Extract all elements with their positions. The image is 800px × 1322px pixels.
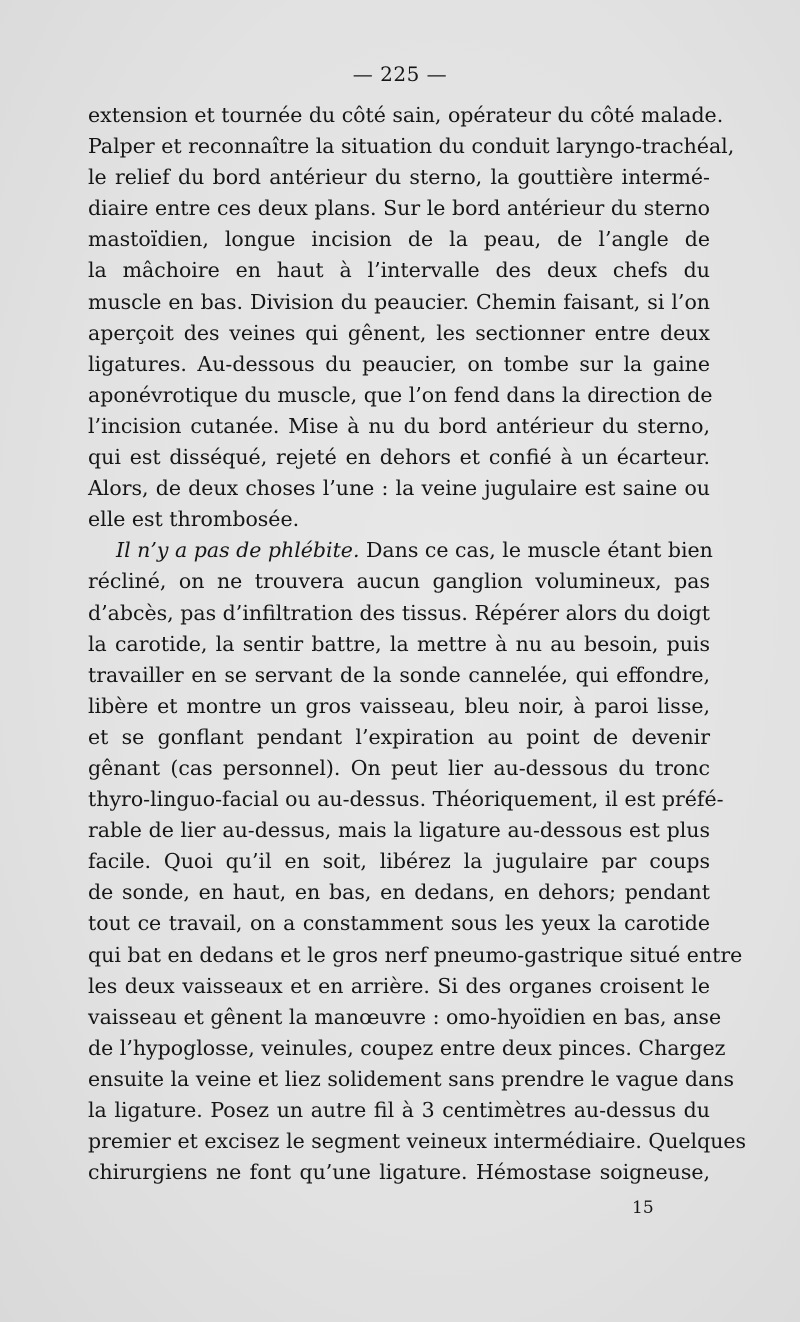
text-line: l’incision cutanée. Mise à nu du bord antérieur du sterno, bbox=[88, 413, 710, 438]
text-line: gênant (cas personnel). On peut lier au-dessous du tronc bbox=[88, 755, 710, 780]
text-line: diaire entre ces deux plans. Sur le bord antérieur du sterno bbox=[88, 196, 710, 221]
text-line: vaisseau et gênent la manœuvre : omo-hyoïdien en bas, anse bbox=[88, 1004, 722, 1029]
text-line: aperçoit des veines qui gênent, les sectionner entre deux bbox=[88, 320, 710, 345]
signature-mark: 15 bbox=[632, 1198, 654, 1218]
text-line: de sonde, en haut, en bas, en dedans, en dehors; pendant bbox=[88, 880, 710, 905]
text-line: les deux vaisseaux et en arrière. Si des organes croisent le bbox=[88, 973, 710, 998]
text-line: aponévrotique du muscle, que l’on fend dans la direction de bbox=[88, 382, 713, 407]
text-line: la mâchoire en haut à l’intervalle des deux chefs du bbox=[88, 258, 710, 283]
text-line: premier et excisez le segment veineux intermédiaire. Quelques bbox=[88, 1129, 747, 1154]
text-line: Alors, de deux choses l’une : la veine jugulaire est saine ou bbox=[88, 476, 710, 501]
text-line: et se gonflant pendant l’expiration au point de devenir bbox=[88, 724, 710, 749]
text-line: ligatures. Au-dessous du peaucier, on tombe sur la gaine bbox=[88, 351, 710, 376]
text-line: ensuite la veine et liez solidement sans prendre le vague dans bbox=[88, 1066, 734, 1091]
body-text bbox=[88, 100, 747, 1188]
text-line: rable de lier au-dessus, mais la ligature au-dessous est plus bbox=[88, 818, 710, 843]
text-line: mastoïdien, longue incision de la peau, de l’angle de bbox=[88, 227, 710, 252]
text-line: de l’hypoglosse, veinules, coupez entre deux pinces. Chargez bbox=[88, 1035, 726, 1060]
text-line: libère et montre un gros vaisseau, bleu noir, à paroi lisse, bbox=[88, 693, 710, 718]
text-line: muscle en bas. Division du peaucier. Chemin faisant, si l’on bbox=[88, 289, 710, 314]
text-line: d’abcès, pas d’infiltration des tissus. Répérer alors du doigt bbox=[88, 600, 710, 625]
text-line: Palper et reconnaître la situation du conduit laryngo-trachéal, bbox=[88, 134, 735, 159]
text-line: tout ce travail, on a constamment sous les yeux la carotide bbox=[88, 911, 710, 936]
text-line-rest: Dans ce cas, le muscle étant bien bbox=[359, 538, 713, 563]
page-number: — 225 — bbox=[352, 62, 448, 86]
text-line: la carotide, la sentir battre, la mettre à nu au besoin, puis bbox=[88, 631, 710, 656]
text-line: elle est thrombosée. bbox=[88, 507, 300, 532]
text-line: qui bat en dedans et le gros nerf pneumo-gastrique situé entre bbox=[88, 942, 743, 967]
text-line: facile. Quoi qu’il en soit, libérez la jugulaire par coups bbox=[88, 849, 710, 874]
text-line bbox=[88, 535, 713, 566]
text-line: chirurgiens ne font qu’une ligature. Hémostase soigneuse, bbox=[88, 1160, 710, 1185]
italic-lead: Il n’y a pas de phlébite. bbox=[116, 538, 360, 563]
text-line: la ligature. Posez un autre fil à 3 centimètres au-dessus du bbox=[88, 1098, 710, 1122]
text-line: extension et tournée du côté sain, opérateur du côté malade. bbox=[88, 103, 724, 127]
text-line: thyro-linguo-facial ou au-dessus. Théoriquement, il est préfé- bbox=[88, 787, 724, 812]
text-line: le relief du bord antérieur du sterno, la gouttière intermé- bbox=[88, 165, 710, 190]
text-line: récliné, on ne trouvera aucun ganglion volumineux, pas bbox=[88, 569, 710, 594]
text-line: travailler en se servant de la sonde cannelée, qui effondre, bbox=[88, 662, 710, 687]
text-line: qui est disséqué, rejeté en dehors et confié à un écarteur. bbox=[88, 445, 710, 470]
